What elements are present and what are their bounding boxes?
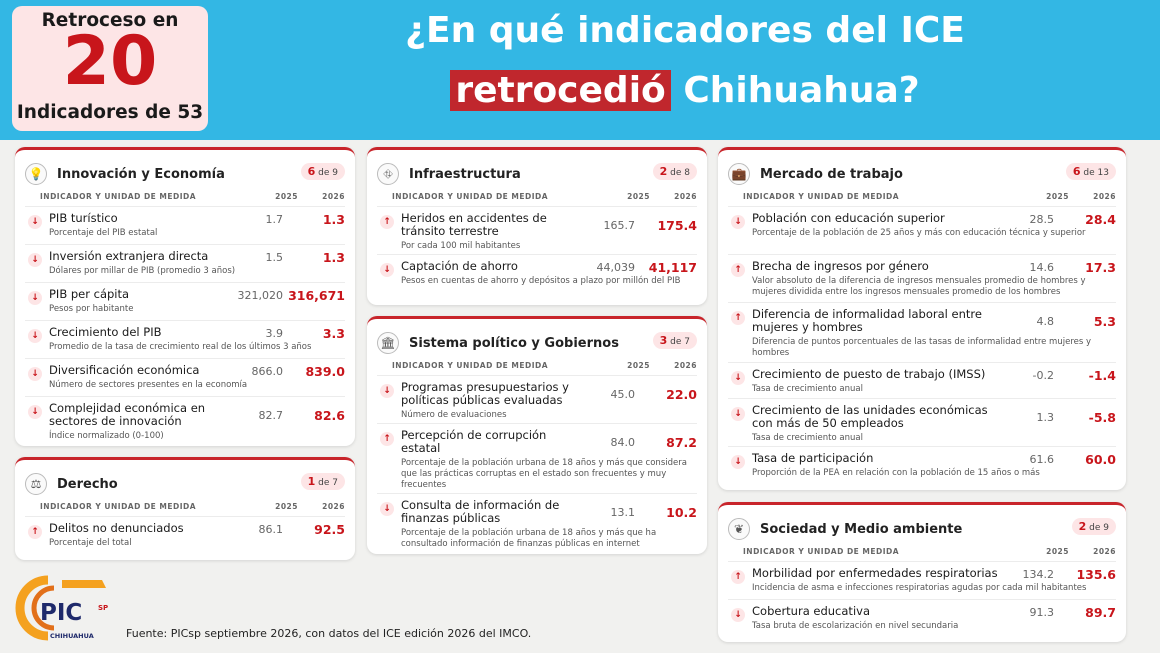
card-title: Innovación y Economía (57, 166, 225, 182)
down-arrow-icon: ↓ (731, 608, 745, 622)
plant-icon: ❦ (728, 518, 750, 540)
lightbulb-icon: 💡 (25, 163, 47, 185)
indicator-row: ↑ Diferencia de informalidad laboral entre mujeres y hombres 4.8 5.3 Diferencia de puntos porcentuales de las tasas de informalidad entre mujeres y hombres (728, 302, 1116, 362)
down-arrow-icon: ↓ (28, 291, 42, 305)
column-headers: INDICADOR Y UNIDAD DE MEDIDA 2025 2026 (40, 192, 345, 201)
badge-top-text: Retroceso en (41, 10, 179, 31)
count-badge: 6 de 9 (301, 163, 345, 180)
header-banner (0, 0, 1160, 140)
down-arrow-icon: ↓ (28, 253, 42, 267)
down-arrow-icon: ↓ (28, 405, 42, 419)
column-headers: INDICADOR Y UNIDAD DE MEDIDA 2025 2026 (743, 547, 1116, 556)
page-title-line1: ¿En qué indicadores del ICE (405, 10, 965, 51)
badge-number: 20 (62, 22, 158, 101)
down-arrow-icon: ↓ (28, 367, 42, 381)
retroceso-badge (12, 6, 208, 131)
count-badge: 2 de 8 (653, 163, 697, 180)
indicator-row: ↓ Complejidad económica en sectores de innovación 82.7 82.6 Índice normalizado (0-100) (25, 396, 345, 444)
card-sociedad-medio-ambiente (718, 502, 1126, 642)
indicator-row: ↓ Tasa de participación 61.6 60.0 Proporción de la PEA en relación con la población de 15 años o más (728, 446, 1116, 488)
count-badge: 6 de 13 (1066, 163, 1116, 180)
up-arrow-icon: ↑ (380, 215, 394, 229)
picsp-logo (14, 574, 122, 642)
card-mercado-trabajo (718, 147, 1126, 490)
card-title: Infraestructura (409, 166, 521, 182)
indicator-row: ↓ Inversión extranjera directa 1.5 1.3 Dólares por millar de PIB (promedio 3 años) (25, 244, 345, 282)
column-headers: INDICADOR Y UNIDAD DE MEDIDA 2025 2026 (392, 192, 697, 201)
indicator-row: ↓ Población con educación superior 28.5 28.4 Porcentaje de la población de 25 años y más con educación técnica y superior (728, 206, 1116, 254)
title-line2-rest: Chihuahua? (670, 70, 920, 111)
card-title: Sistema político y Gobiernos (409, 335, 619, 351)
indicator-row: ↓ Crecimiento de las unidades económicas con más de 50 empleados 1.3 -5.8 Tasa de crecimiento anual (728, 398, 1116, 446)
indicator-row: ↓ Consulta de información de finanzas públicas 13.1 10.2 Porcentaje de la población urbana de 18 años y más que ha consultado información de finanzas públicas en internet (377, 493, 697, 553)
scales-icon: ⚖ (25, 473, 47, 495)
indicator-row: ↓ Diversificación económica 866.0 839.0 Número de sectores presentes en la economía (25, 358, 345, 396)
up-arrow-icon: ↑ (731, 570, 745, 584)
down-arrow-icon: ↓ (731, 371, 745, 385)
column-headers: INDICADOR Y UNIDAD DE MEDIDA 2025 2026 (40, 502, 345, 511)
indicator-row: ↓ Captación de ahorro 44,039 41,117 Pesos en cuentas de ahorro y depósitos a plazo por millón del PIB (377, 254, 697, 304)
column-headers: INDICADOR Y UNIDAD DE MEDIDA 2025 2026 (392, 361, 697, 370)
card-title: Mercado de trabajo (760, 166, 903, 182)
source-note: Fuente: PICsp septiembre 2026, con datos del ICE edición 2026 del IMCO. (126, 627, 532, 640)
card-title: Sociedad y Medio ambiente (760, 521, 963, 537)
card-innovacion (15, 147, 355, 446)
down-arrow-icon: ↓ (28, 215, 42, 229)
down-arrow-icon: ↓ (731, 407, 745, 421)
indicator-row: ↑ Heridos en accidentes de tránsito terrestre 165.7 175.4 Por cada 100 mil habitantes (377, 206, 697, 254)
indicator-row: ↓ Cobertura educativa 91.3 89.7 Tasa bruta de escolarización en nivel secundaria (728, 599, 1116, 639)
indicator-row: ↑ Brecha de ingresos por género 14.6 17.3 Valor absoluto de la diferencia de ingresos mensuales promedio de hombres y mujeres dividida entre los ingresos mensuales promedio de los hombres (728, 254, 1116, 302)
svg-text:PIC: PIC (40, 600, 83, 626)
indicator-row: ↓ Crecimiento de puesto de trabajo (IMSS) -0.2 -1.4 Tasa de crecimiento anual (728, 362, 1116, 398)
svg-text:SP: SP (98, 604, 109, 612)
up-arrow-icon: ↑ (731, 311, 745, 325)
badge-bottom-text: Indicadores de 53 (16, 102, 204, 123)
page-title-line2 (275, 70, 1095, 111)
indicator-row: ↓ PIB per cápita 321,020 316,671 Pesos por habitante (25, 282, 345, 320)
indicator-row: ↓ Crecimiento del PIB 3.9 3.3 Promedio de la tasa de crecimiento real de los últimos 3 años (25, 320, 345, 358)
card-sistema-politico (367, 316, 707, 554)
indicator-row: ↓ PIB turístico 1.7 1.3 Porcentaje del PIB estatal (25, 206, 345, 244)
down-arrow-icon: ↓ (380, 384, 394, 398)
government-building-icon: 🏛 (377, 332, 399, 354)
up-arrow-icon: ↑ (731, 263, 745, 277)
indicator-row: ↑ Percepción de corrupción estatal 84.0 87.2 Porcentaje de la población urbana de 18 años y más que considera que las prácticas corruptas en el estado son frecuentes y muy frecuentes (377, 423, 697, 493)
svg-text:CHIHUAHUA: CHIHUAHUA (50, 632, 94, 640)
down-arrow-icon: ↓ (731, 215, 745, 229)
title-highlight: retrocedió (450, 70, 670, 111)
card-infraestructura (367, 147, 707, 305)
up-arrow-icon: ↑ (380, 432, 394, 446)
count-badge: 1 de 7 (301, 473, 345, 490)
up-arrow-icon: ↑ (28, 525, 42, 539)
indicator-row: ↑ Morbilidad por enfermedades respiratorias 134.2 135.6 Incidencia de asma e infecciones respiratorias agudas por cada mil habitantes (728, 561, 1116, 599)
down-arrow-icon: ↓ (380, 263, 394, 277)
down-arrow-icon: ↓ (731, 455, 745, 469)
route-icon: ⛗ (377, 163, 399, 185)
card-derecho (15, 457, 355, 560)
count-badge: 2 de 9 (1072, 518, 1116, 535)
indicator-row: ↓ Programas presupuestarios y políticas públicas evaluadas 45.0 22.0 Número de evaluaciones (377, 375, 697, 423)
down-arrow-icon: ↓ (28, 329, 42, 343)
down-arrow-icon: ↓ (380, 502, 394, 516)
briefcase-icon: 💼 (728, 163, 750, 185)
indicator-row: ↑ Delitos no denunciados 86.1 92.5 Porcentaje del total (25, 516, 345, 554)
count-badge: 3 de 7 (653, 332, 697, 349)
card-title: Derecho (57, 476, 118, 492)
column-headers: INDICADOR Y UNIDAD DE MEDIDA 2025 2026 (743, 192, 1116, 201)
